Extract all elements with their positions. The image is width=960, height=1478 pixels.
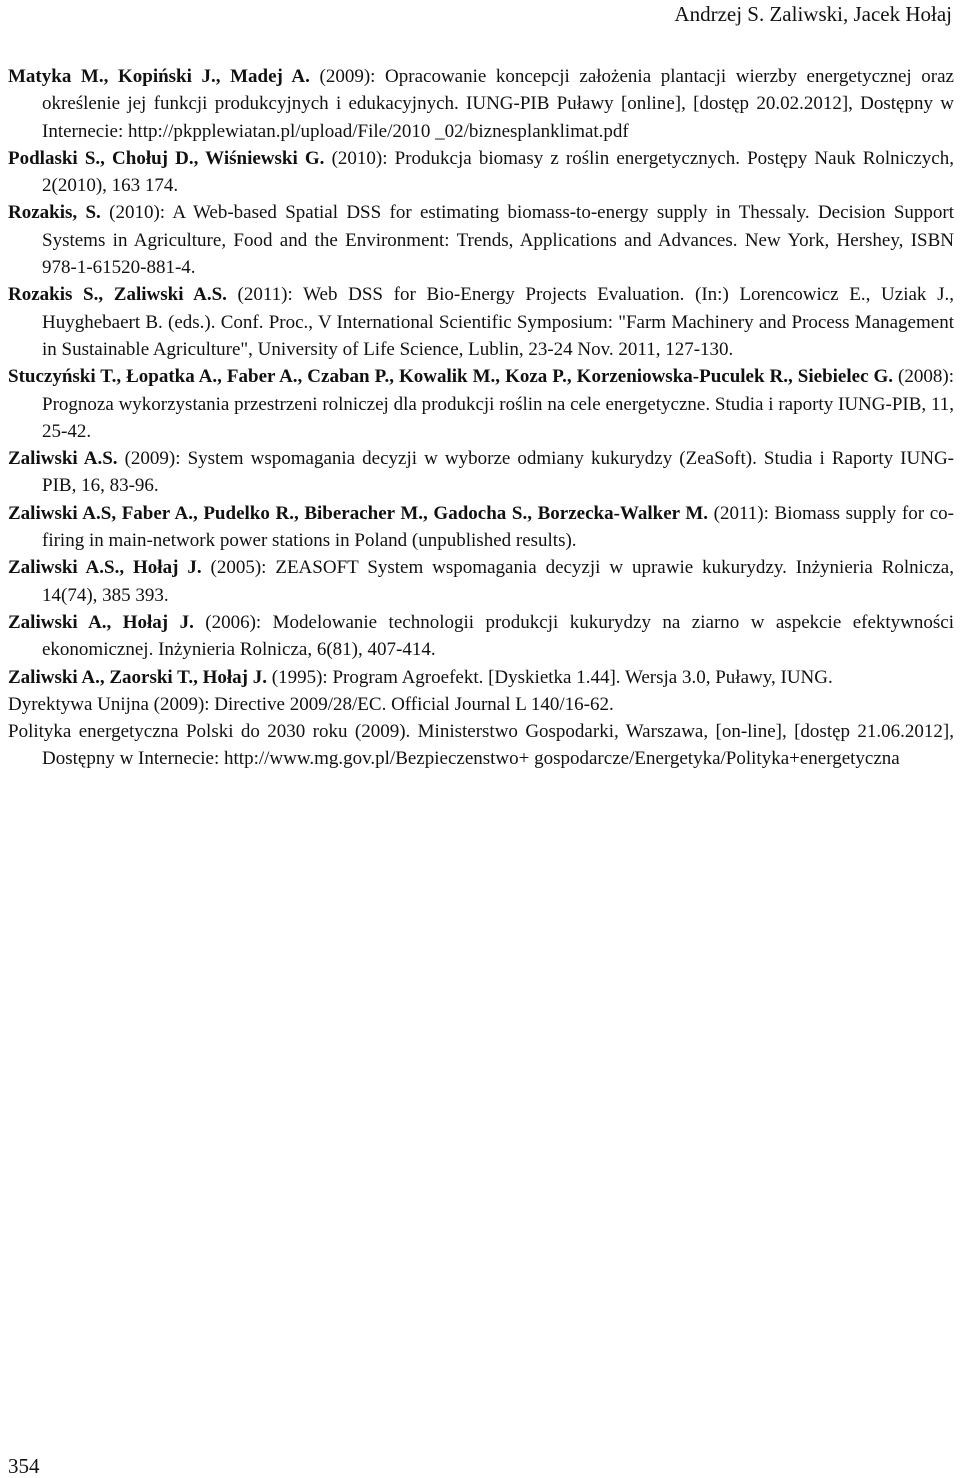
reference-item xyxy=(8,363,954,445)
reference-authors: Zaliwski A., Zaorski T., Hołaj J. xyxy=(8,666,268,688)
reference-authors: Stuczyński T., Łopatka A., Faber A., Czaban P., Kowalik M., Koza P., Korzeniowska-Puculek R., Siebielec G. xyxy=(8,366,894,388)
reference-authors: Podlaski S., Chołuj D., Wiśniewski G. xyxy=(8,147,325,169)
reference-text: (2010): Produkcja biomasy z roślin energetycznych. Postępy Nauk Rolniczych, 2(2010), 163 174. xyxy=(42,147,954,197)
reference-item xyxy=(8,281,954,363)
reference-text: Polityka energetyczna Polski do 2030 roku (2009). Ministerstwo Gospodarki, Warszawa, [on-line], [dostęp 21.06.2012], Dostępny w Internecie: http://www.mg.gov.pl/Bezpieczenstwo+ gospodarcze/Energetyka/Polityka+energetyczna xyxy=(8,721,954,770)
page-number: 354 xyxy=(8,1454,40,1478)
reference-text: (2009): Opracowanie koncepcji założenia plantacji wierzby energetycznej oraz określenie jej funkcji produkcyjnych i edukacyjnych. IUNG-PIB Puławy [online], [dostęp 20.02.2012], Dostępny w Internecie: http://pkpplewiatan.pl/upload/File/2010 _02/biznesplanklimat.pdf xyxy=(42,66,954,142)
reference-item xyxy=(8,145,954,200)
reference-list xyxy=(8,63,954,773)
reference-authors: Matyka M., Kopiński J., Madej A. xyxy=(8,66,310,87)
reference-authors: Zaliwski A., Hołaj J. xyxy=(8,611,194,633)
reference-text: (2009): System wspomagania decyzji w wyborze odmiany kukurydzy (ZeaSoft). Studia i Raporty IUNG-PIB, 16, 83-96. xyxy=(42,448,954,497)
reference-text: (2008): Prognoza wykorzystania przestrzeni rolniczej dla produkcji roślin na cele energetyczne. Studia i raporty IUNG-PIB, 11, 25-42. xyxy=(42,366,954,442)
reference-authors: Zaliwski A.S., Hołaj J. xyxy=(8,557,202,579)
reference-text: (2005): ZEASOFT System wspomagania decyzji w uprawie kukurydzy. Inżynieria Rolnicza, 14(74), 385 393. xyxy=(42,557,954,606)
reference-item xyxy=(8,691,954,718)
running-header: Andrzej S. Zaliwski, Jacek Hołaj xyxy=(674,2,952,26)
reference-authors: Zaliwski A.S. xyxy=(8,448,118,470)
reference-item xyxy=(8,445,954,500)
reference-text: Dyrektywa Unijna (2009): Directive 2009/28/EC. Official Journal L 140/16-62. xyxy=(8,693,614,715)
reference-item xyxy=(8,664,954,691)
reference-text: (1995): Program Agroefekt. [Dyskietka 1.44]. Wersja 3.0, Puławy, IUNG. xyxy=(267,666,833,688)
reference-item xyxy=(8,718,954,773)
reference-item xyxy=(8,63,954,145)
reference-authors: Zaliwski A.S, Faber A., Pudelko R., Biberacher M., Gadocha S., Borzecka-Walker M. xyxy=(8,502,709,524)
reference-text: (2006): Modelowanie technologii produkcji kukurydzy na ziarno w aspekcie efektywności ekonomicznej. Inżynieria Rolnicza, 6(81), 407-414. xyxy=(42,611,955,661)
reference-item xyxy=(8,554,954,609)
reference-text: (2011): Biomass supply for co-firing in main-network power stations in Poland (unpublished results). xyxy=(42,502,954,552)
reference-item xyxy=(8,609,954,664)
reference-item xyxy=(8,199,954,281)
reference-authors: Rozakis S., Zaliwski A.S. xyxy=(8,284,227,306)
reference-text: (2011): Web DSS for Bio-Energy Projects Evaluation. (In:) Lorencowicz E., Uziak J., Huyghebaert B. (eds.). Conf. Proc., V International Scientific Symposium: "Farm Machinery and Process Management in Sustainable Agriculture", University of Life Science, Lublin, 23-24 Nov. 2011, 127-130. xyxy=(42,284,954,360)
reference-text: (2010): A Web-based Spatial DSS for estimating biomass-to-energy supply in Thessaly. Decision Support Systems in Agriculture, Food and the Environment: Trends, Applications and Advances. New York, Hershey, ISBN 978-1-61520-881-4. xyxy=(42,202,954,279)
reference-authors: Rozakis, S. xyxy=(8,202,101,224)
reference-item xyxy=(8,500,954,555)
